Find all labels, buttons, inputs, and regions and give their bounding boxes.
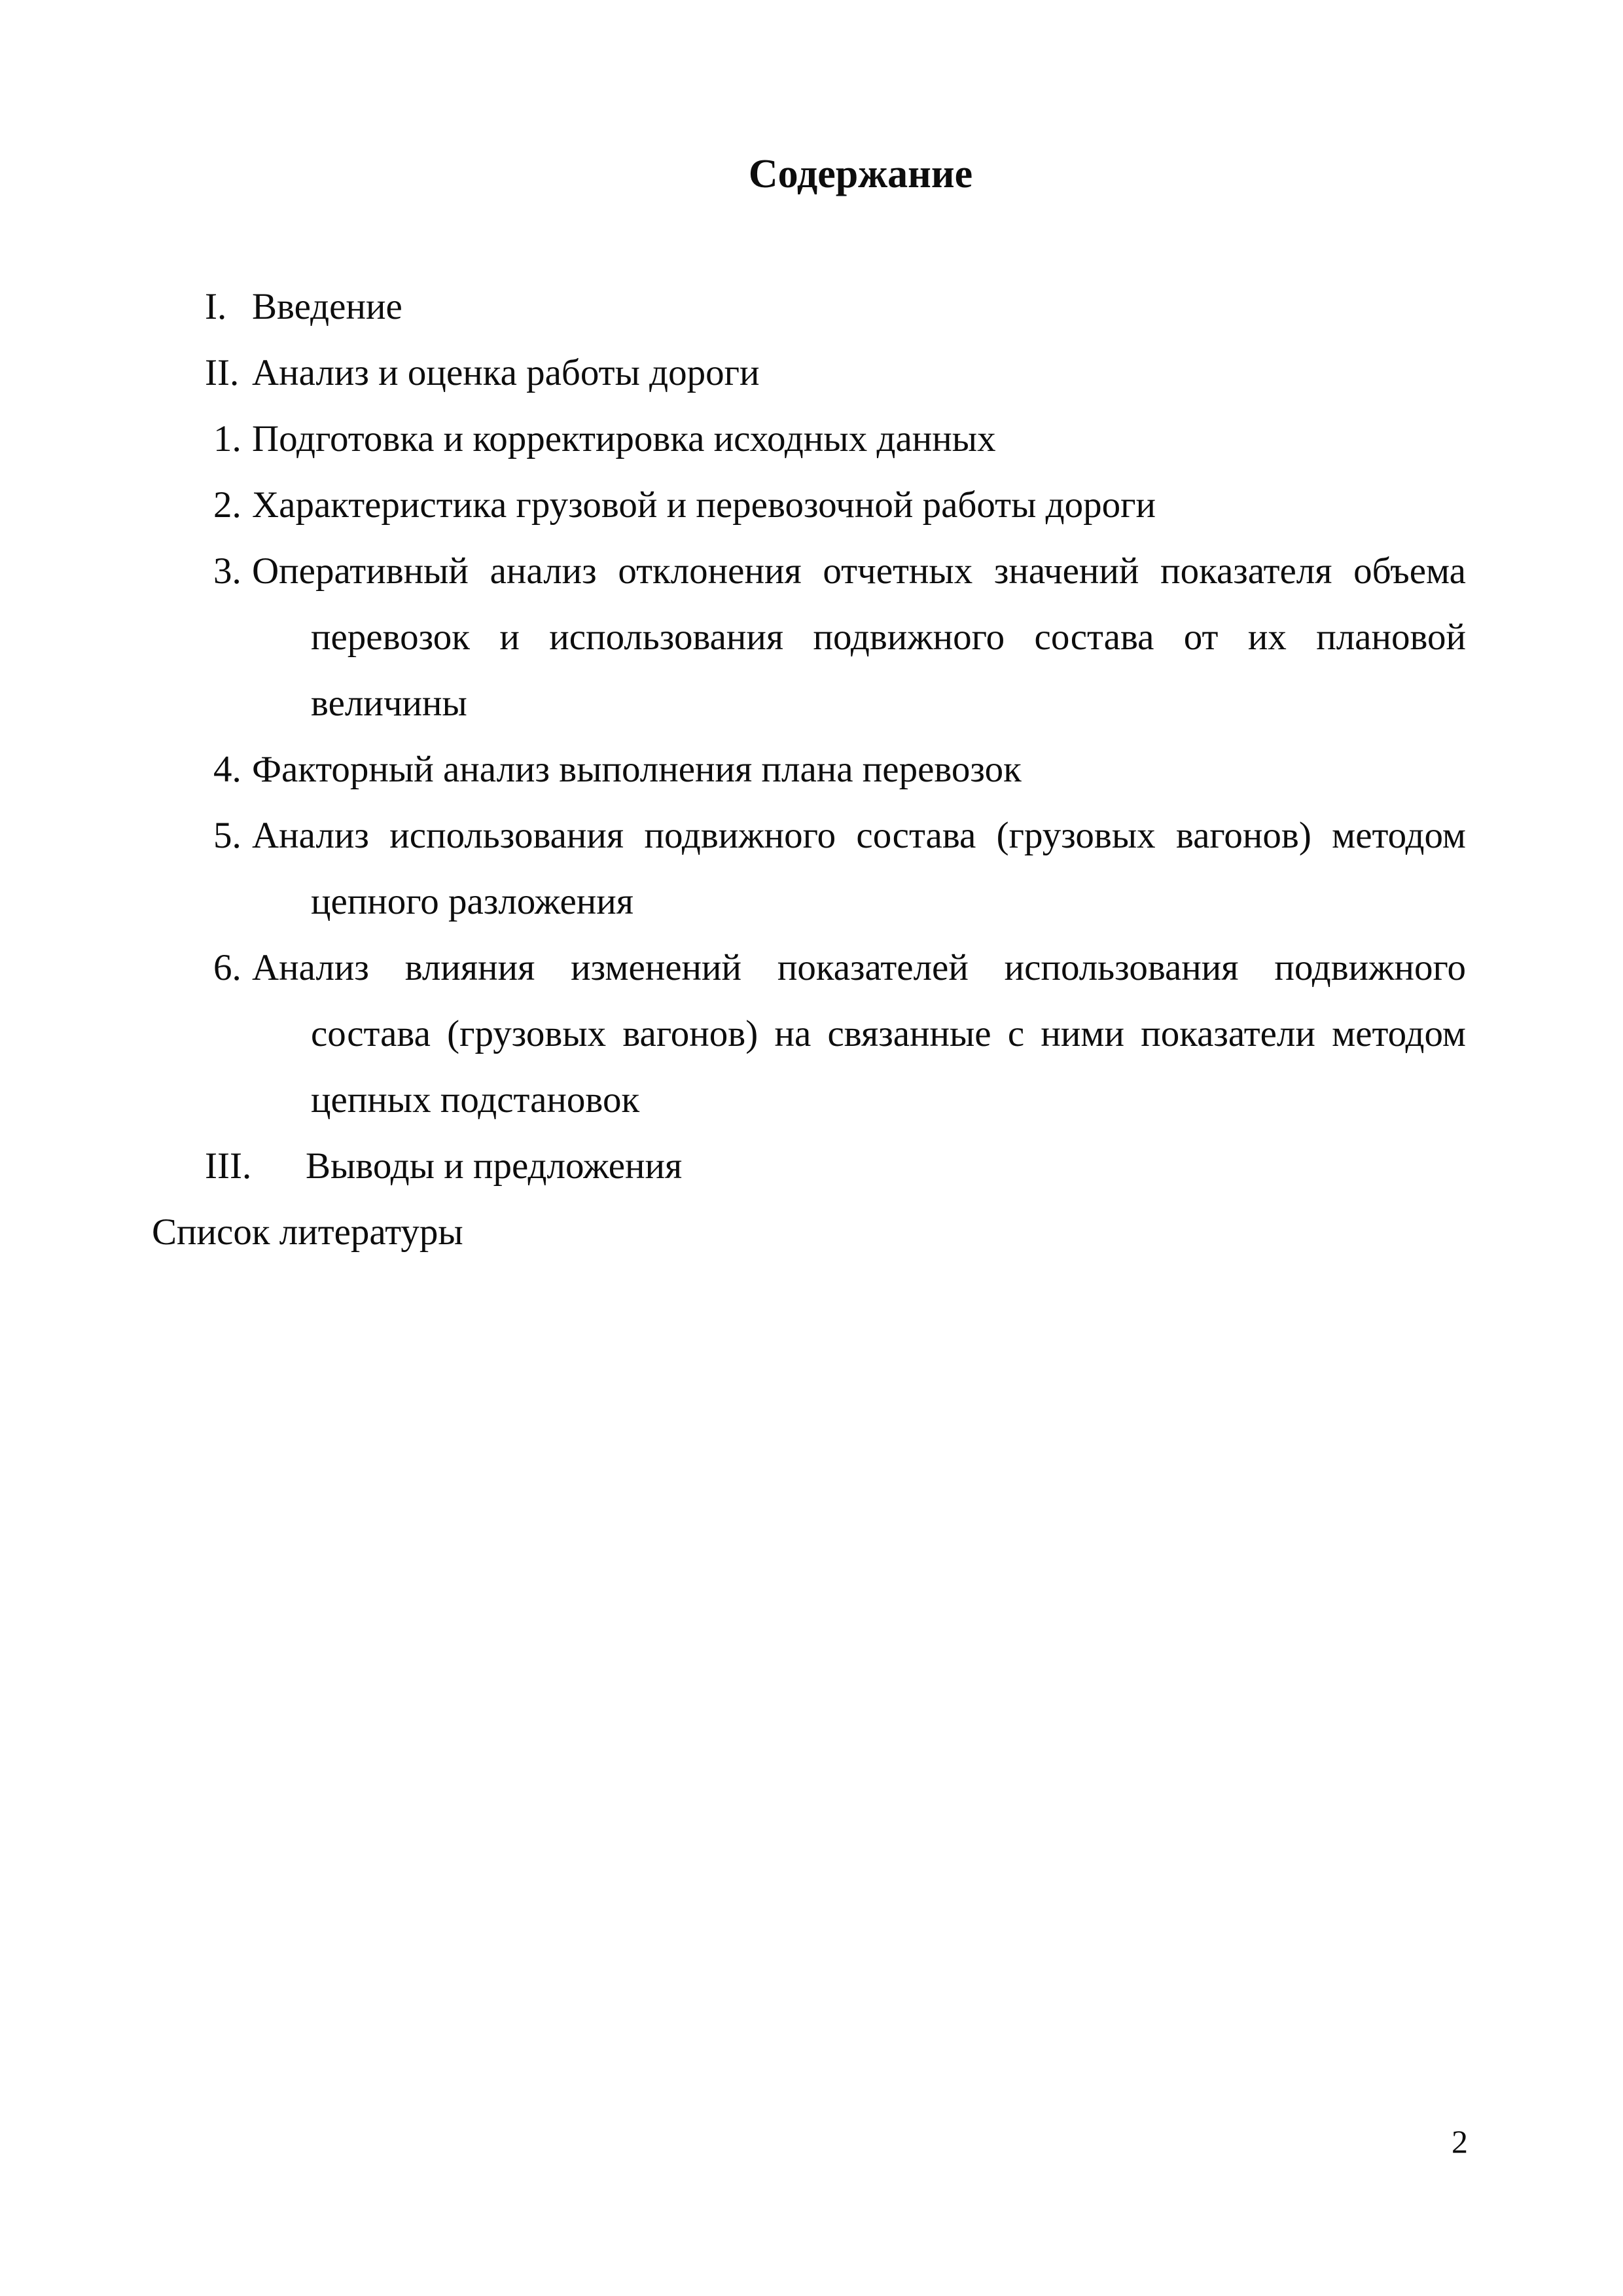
toc-item-number: 5. — [213, 815, 241, 856]
toc-item-label: цепных подстановок — [311, 1079, 640, 1121]
toc-item-label: Анализ и оценка работы дороги — [252, 352, 760, 393]
toc-item-label: Введение — [252, 286, 402, 327]
toc-item — [213, 472, 1623, 538]
toc-item-number: 3. — [213, 550, 241, 592]
toc-item — [205, 274, 1623, 340]
toc-item — [213, 538, 1466, 604]
toc-item — [213, 935, 1466, 1001]
toc-item-label: состава (грузовых вагонов) на связанные с ними показатели методом — [311, 1013, 1466, 1054]
toc-item — [213, 406, 1623, 472]
toc-item-number: 6. — [213, 947, 241, 988]
toc-item-number: 1. — [213, 418, 241, 459]
toc-item-number: I. — [205, 286, 227, 327]
toc-item-label: цепного разложения — [311, 881, 634, 922]
page-title: Содержание — [748, 152, 973, 196]
toc-item-continuation — [311, 604, 1466, 670]
toc-item — [213, 736, 1623, 802]
toc-item-label: величины — [311, 683, 467, 724]
toc-item-label: Список литературы — [152, 1211, 463, 1253]
toc-item-label: Анализ использования подвижного состава (грузовых вагонов) методом — [252, 815, 1466, 856]
toc-item-label: Подготовка и корректировка исходных данных — [252, 418, 996, 459]
table-of-contents — [0, 274, 1623, 1265]
toc-item — [205, 340, 1623, 406]
toc-item-continuation — [311, 869, 1623, 935]
toc-item — [152, 1199, 1623, 1265]
toc-item — [213, 802, 1466, 869]
toc-item-number: III. — [205, 1145, 252, 1187]
toc-item-label: Выводы и предложения — [306, 1145, 683, 1187]
toc-item-label: Оперативный анализ отклонения отчетных значений показателя объема — [252, 550, 1466, 592]
toc-item-label: Характеристика грузовой и перевозочной работы дороги — [252, 484, 1156, 526]
toc-item-continuation — [311, 1067, 1623, 1133]
toc-item-continuation — [311, 1001, 1466, 1067]
toc-item-number: II. — [205, 352, 240, 393]
toc-item-label: перевозок и использования подвижного состава от их плановой — [311, 617, 1466, 658]
toc-item-label: Факторный анализ выполнения плана перевозок — [252, 749, 1022, 790]
toc-item-continuation — [311, 670, 1623, 736]
toc-item — [205, 1133, 1623, 1199]
toc-item-number: 2. — [213, 484, 241, 526]
toc-item-number: 4. — [213, 749, 241, 790]
page-number: 2 — [1452, 2123, 1468, 2160]
toc-item-label: Анализ влияния изменений показателей использования подвижного — [252, 947, 1466, 988]
